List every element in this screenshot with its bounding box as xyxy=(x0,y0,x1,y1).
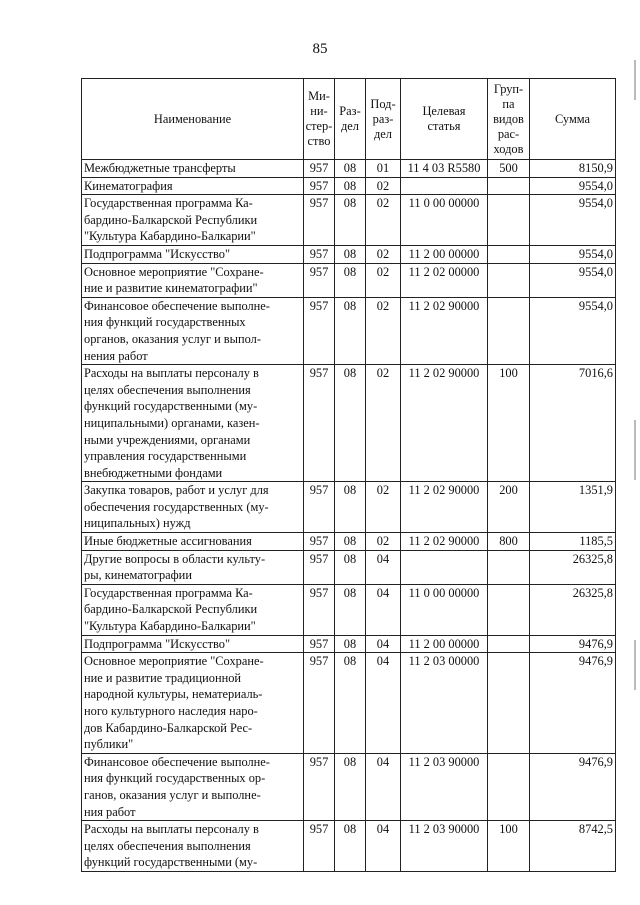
cell-target: 11 2 00 00000 xyxy=(401,245,488,263)
cell-section: 08 xyxy=(335,245,366,263)
cell-ministry: 957 xyxy=(304,550,335,584)
cell-ministry: 957 xyxy=(304,821,335,872)
cell-ministry: 957 xyxy=(304,753,335,820)
cell-ministry: 957 xyxy=(304,365,335,482)
table-header-row xyxy=(82,79,616,160)
cell-section: 08 xyxy=(335,177,366,195)
header-subsection: Под- раз- дел xyxy=(366,79,401,160)
cell-sum: 9554,0 xyxy=(530,245,616,263)
cell-section: 08 xyxy=(335,365,366,482)
cell-subsection: 04 xyxy=(366,753,401,820)
cell-name: Государственная программа Ка- бардино-Балкарской Республики "Культура Кабардино-Балкарии" xyxy=(82,584,304,635)
cell-expense-type: 800 xyxy=(488,533,530,551)
cell-name: Подпрограмма "Искусство" xyxy=(82,635,304,653)
cell-sum: 8150,9 xyxy=(530,160,616,178)
cell-sum: 9554,0 xyxy=(530,297,616,364)
cell-subsection: 02 xyxy=(366,177,401,195)
cell-section: 08 xyxy=(335,653,366,754)
cell-name: Финансовое обеспечение выполне- ния функций государственных органов, оказания услуг и выпол- нения работ xyxy=(82,297,304,364)
cell-name: Кинематография xyxy=(82,177,304,195)
table-row xyxy=(82,635,616,653)
cell-sum: 1351,9 xyxy=(530,482,616,533)
cell-section: 08 xyxy=(335,550,366,584)
cell-section: 08 xyxy=(335,482,366,533)
cell-ministry: 957 xyxy=(304,177,335,195)
cell-expense-type xyxy=(488,177,530,195)
cell-ministry: 957 xyxy=(304,160,335,178)
cell-sum: 9554,0 xyxy=(530,263,616,297)
table-row xyxy=(82,584,616,635)
cell-ministry: 957 xyxy=(304,584,335,635)
cell-subsection: 04 xyxy=(366,821,401,872)
cell-sum: 9476,9 xyxy=(530,653,616,754)
cell-expense-type xyxy=(488,297,530,364)
cell-section: 08 xyxy=(335,821,366,872)
cell-name: Иные бюджетные ассигнования xyxy=(82,533,304,551)
cell-sum: 26325,8 xyxy=(530,584,616,635)
cell-name: Основное мероприятие "Сохране- ние и развитие кинематографии" xyxy=(82,263,304,297)
table-row xyxy=(82,297,616,364)
cell-ministry: 957 xyxy=(304,297,335,364)
cell-section: 08 xyxy=(335,635,366,653)
cell-subsection: 04 xyxy=(366,550,401,584)
cell-expense-type xyxy=(488,635,530,653)
cell-ministry: 957 xyxy=(304,533,335,551)
cell-subsection: 01 xyxy=(366,160,401,178)
cell-name: Расходы на выплаты персоналу в целях обеспечения выполнения функций государственными (му- xyxy=(82,821,304,872)
cell-expense-type xyxy=(488,195,530,246)
cell-sum: 26325,8 xyxy=(530,550,616,584)
cell-sum: 9476,9 xyxy=(530,635,616,653)
cell-ministry: 957 xyxy=(304,245,335,263)
cell-subsection: 02 xyxy=(366,365,401,482)
cell-section: 08 xyxy=(335,584,366,635)
cell-expense-type: 100 xyxy=(488,365,530,482)
cell-name: Подпрограмма "Искусство" xyxy=(82,245,304,263)
header-target: Целевая статья xyxy=(401,79,488,160)
cell-subsection: 02 xyxy=(366,533,401,551)
cell-ministry: 957 xyxy=(304,195,335,246)
cell-subsection: 04 xyxy=(366,635,401,653)
cell-section: 08 xyxy=(335,753,366,820)
table-row xyxy=(82,195,616,246)
cell-subsection: 04 xyxy=(366,653,401,754)
cell-subsection: 04 xyxy=(366,584,401,635)
table-row xyxy=(82,160,616,178)
table-row xyxy=(82,365,616,482)
cell-ministry: 957 xyxy=(304,263,335,297)
cell-subsection: 02 xyxy=(366,297,401,364)
cell-section: 08 xyxy=(335,263,366,297)
page-edge-mark xyxy=(634,640,636,690)
table-row xyxy=(82,263,616,297)
budget-table xyxy=(81,78,616,872)
cell-target: 11 2 02 90000 xyxy=(401,365,488,482)
table-row xyxy=(82,753,616,820)
cell-subsection: 02 xyxy=(366,245,401,263)
cell-expense-type xyxy=(488,584,530,635)
cell-ministry: 957 xyxy=(304,635,335,653)
table-body xyxy=(82,160,616,872)
cell-expense-type xyxy=(488,753,530,820)
cell-target: 11 2 02 90000 xyxy=(401,482,488,533)
cell-sum: 7016,6 xyxy=(530,365,616,482)
table-row xyxy=(82,550,616,584)
cell-target: 11 2 02 90000 xyxy=(401,533,488,551)
table-row xyxy=(82,177,616,195)
cell-ministry: 957 xyxy=(304,482,335,533)
cell-sum: 9554,0 xyxy=(530,195,616,246)
cell-target: 11 4 03 R5580 xyxy=(401,160,488,178)
cell-expense-type: 200 xyxy=(488,482,530,533)
header-ministry: Ми- ни- стер- ство xyxy=(304,79,335,160)
cell-target: 11 2 02 00000 xyxy=(401,263,488,297)
table-row xyxy=(82,533,616,551)
page-number: 85 xyxy=(312,41,328,57)
header-sum: Сумма xyxy=(530,79,616,160)
cell-subsection: 02 xyxy=(366,195,401,246)
cell-name: Другие вопросы в области культу- ры, кинематографии xyxy=(82,550,304,584)
cell-target: 11 2 02 90000 xyxy=(401,297,488,364)
cell-name: Основное мероприятие "Сохране- ние и развитие традиционной народной культуры, нематериаль- ного культурного наследия наро- дов Кабардино-Балкарской Рес- публики" xyxy=(82,653,304,754)
cell-target: 11 2 03 90000 xyxy=(401,753,488,820)
cell-section: 08 xyxy=(335,195,366,246)
cell-ministry: 957 xyxy=(304,653,335,754)
cell-sum: 9476,9 xyxy=(530,753,616,820)
header-name: Наименование xyxy=(82,79,304,160)
cell-sum: 8742,5 xyxy=(530,821,616,872)
cell-target: 11 0 00 00000 xyxy=(401,584,488,635)
cell-sum: 9554,0 xyxy=(530,177,616,195)
cell-name: Финансовое обеспечение выполне- ния функций государственных ор- ганов, оказания услуг и выполне- ния работ xyxy=(82,753,304,820)
header-section: Раз- дел xyxy=(335,79,366,160)
cell-target: 11 2 03 00000 xyxy=(401,653,488,754)
cell-name: Государственная программа Ка- бардино-Балкарской Республики "Культура Кабардино-Балкарии" xyxy=(82,195,304,246)
header-expense-type: Груп- па видов рас- ходов xyxy=(488,79,530,160)
cell-subsection: 02 xyxy=(366,482,401,533)
cell-name: Расходы на выплаты персоналу в целях обеспечения выполнения функций государственными (му- ниципальными) органами, казен- ными учреждениями, органами управления государственными внебюджетными фондами xyxy=(82,365,304,482)
cell-section: 08 xyxy=(335,533,366,551)
cell-target: 11 2 00 00000 xyxy=(401,635,488,653)
cell-expense-type xyxy=(488,263,530,297)
cell-expense-type xyxy=(488,245,530,263)
cell-target: 11 0 00 00000 xyxy=(401,195,488,246)
cell-target: 11 2 03 90000 xyxy=(401,821,488,872)
cell-subsection: 02 xyxy=(366,263,401,297)
cell-expense-type: 100 xyxy=(488,821,530,872)
table-row xyxy=(82,653,616,754)
cell-name: Межбюджетные трансферты xyxy=(82,160,304,178)
cell-section: 08 xyxy=(335,297,366,364)
cell-target xyxy=(401,177,488,195)
table-row xyxy=(82,482,616,533)
cell-expense-type xyxy=(488,653,530,754)
cell-section: 08 xyxy=(335,160,366,178)
cell-expense-type xyxy=(488,550,530,584)
cell-expense-type: 500 xyxy=(488,160,530,178)
cell-sum: 1185,5 xyxy=(530,533,616,551)
cell-name: Закупка товаров, работ и услуг для обеспечения государственных (му- ниципальных) нужд xyxy=(82,482,304,533)
page-edge-mark xyxy=(634,60,636,100)
table-row xyxy=(82,245,616,263)
cell-target xyxy=(401,550,488,584)
page-edge-mark xyxy=(634,420,636,480)
table-row xyxy=(82,821,616,872)
